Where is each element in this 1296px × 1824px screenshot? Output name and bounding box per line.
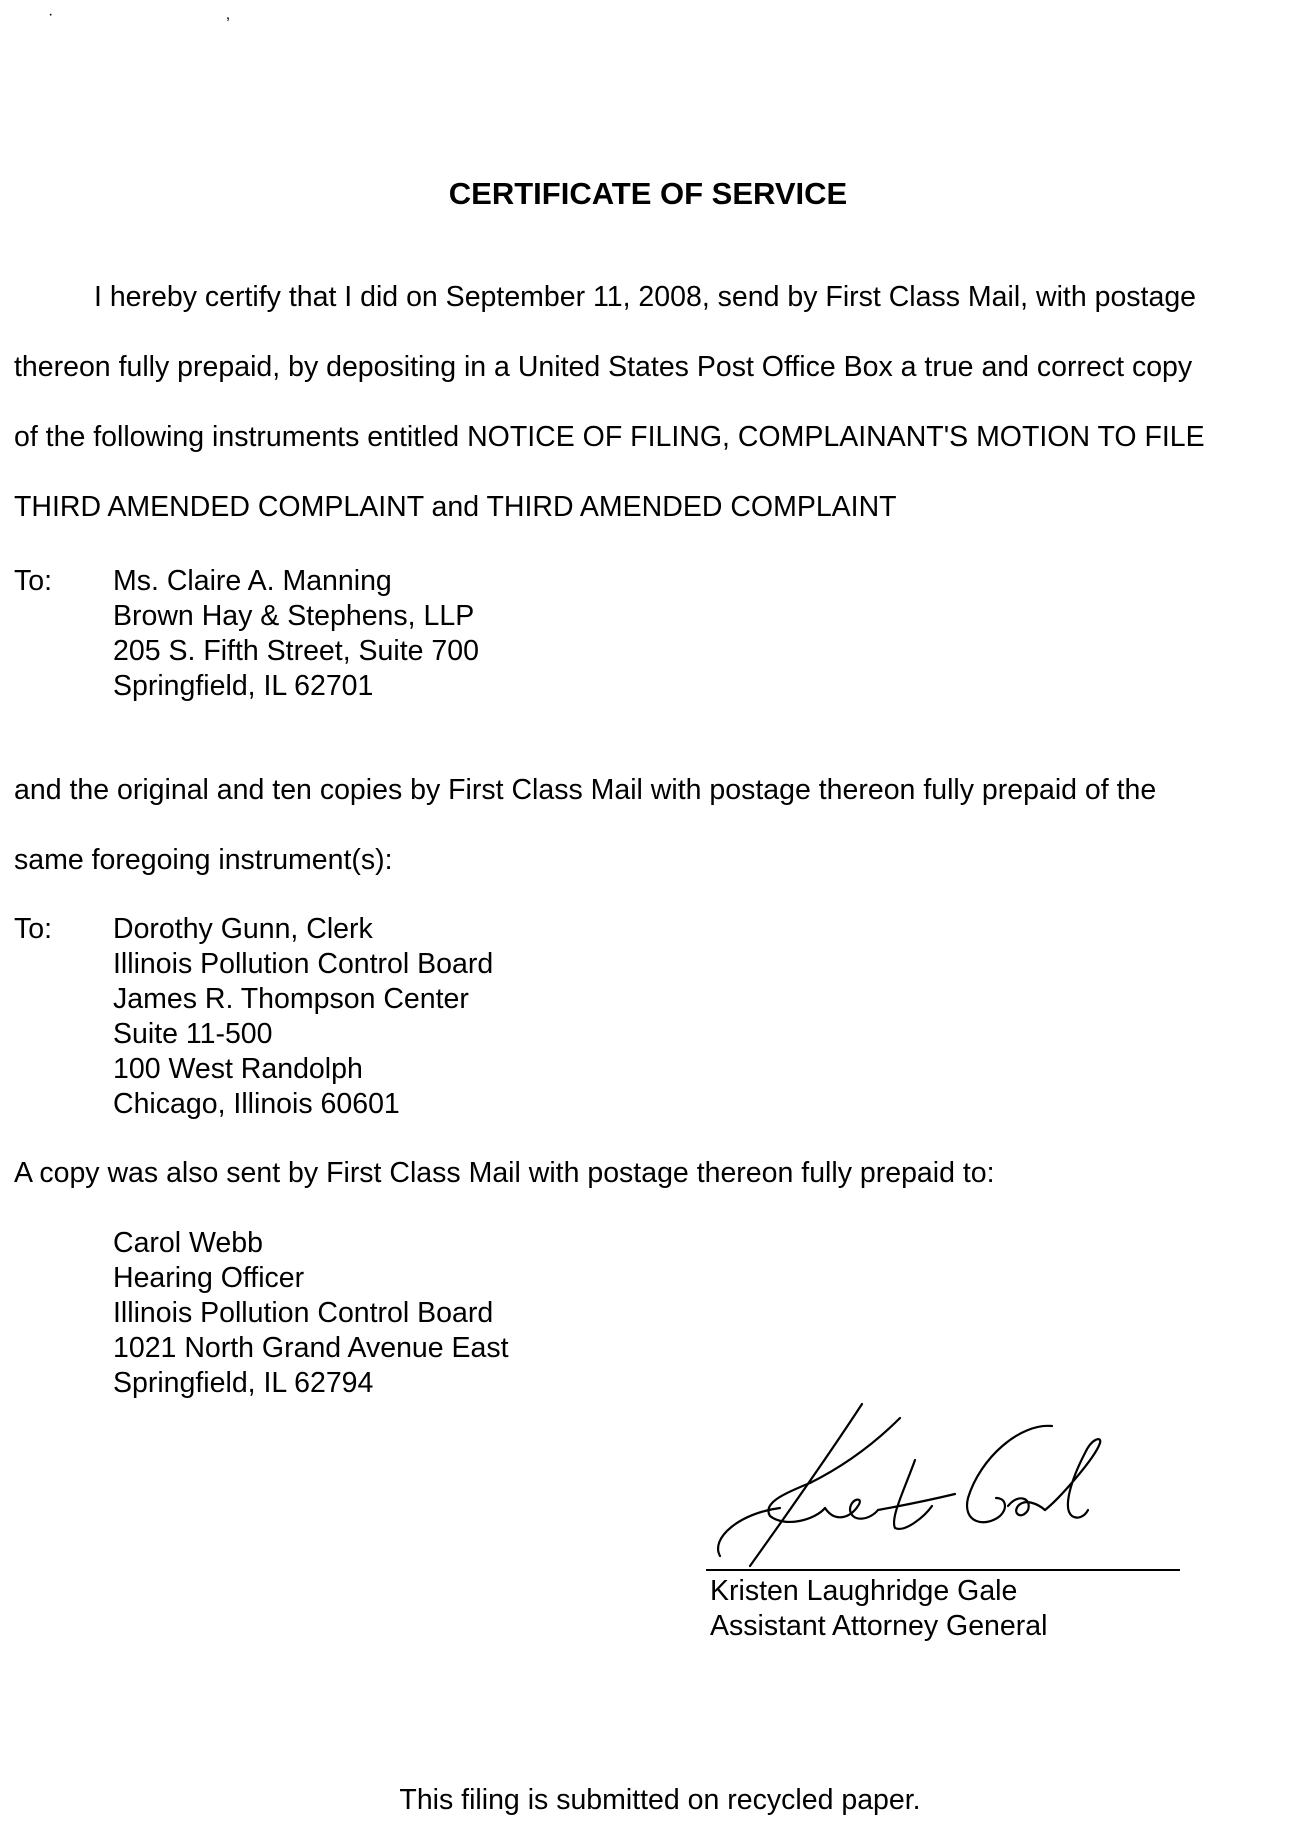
to-label: To: (14, 913, 53, 945)
recycled-paper-footer: This filing is submitted on recycled paper. (399, 1784, 921, 1816)
certification-line: of the following instruments entitled NOTICE OF FILING, COMPLAINANT'S MOTION TO FILE (14, 421, 1205, 453)
certification-paragraph (14, 262, 1284, 542)
address-line: Dorothy Gunn, Clerk (113, 913, 373, 945)
address-line: James R. Thompson Center (113, 983, 469, 1015)
paragraph-line: and the original and ten copies by First Class Mail with postage thereon fully prepaid of the (14, 774, 1157, 806)
signature-line (706, 1569, 1180, 1571)
also-sent-text: A copy was also sent by First Class Mail with postage thereon fully prepaid to: (14, 1157, 995, 1189)
signer-role: Assistant Attorney General (710, 1610, 1048, 1642)
address-line: Carol Webb (113, 1227, 263, 1259)
signer-block (710, 1574, 1047, 1644)
signer-name: Kristen Laughridge Gale (710, 1575, 1018, 1607)
certification-line: I hereby certify that I did on September 11, 2008, send by First Class Mail, with postage (94, 281, 1197, 313)
address-line: Ms. Claire A. Manning (113, 565, 392, 597)
paragraph-line: same foregoing instrument(s): (14, 844, 393, 876)
address-line: Springfield, IL 62701 (113, 670, 374, 702)
certification-line: THIRD AMENDED COMPLAINT and THIRD AMENDED COMPLAINT (14, 491, 897, 523)
address-line: Chicago, Illinois 60601 (113, 1088, 400, 1120)
address-line: Hearing Officer (113, 1262, 305, 1294)
address-line: Illinois Pollution Control Board (113, 1297, 494, 1329)
recipient-address-manning (113, 564, 479, 704)
recipient-address-webb (113, 1226, 509, 1401)
page-title: CERTIFICATE OF SERVICE (448, 176, 848, 211)
address-line: 205 S. Fifth Street, Suite 700 (113, 635, 479, 667)
handwritten-signature (700, 1398, 1180, 1568)
address-line: 100 West Randolph (113, 1053, 363, 1085)
address-line: 1021 North Grand Avenue East (113, 1332, 509, 1364)
address-line: Suite 11-500 (113, 1018, 273, 1050)
address-line: Brown Hay & Stephens, LLP (113, 600, 475, 632)
address-line: Illinois Pollution Control Board (113, 948, 494, 980)
recipient-address-clerk (113, 912, 493, 1122)
scan-specks: · , (48, 6, 315, 23)
original-copies-paragraph (14, 755, 1284, 895)
address-line: Springfield, IL 62794 (113, 1367, 374, 1399)
certification-line: thereon fully prepaid, by depositing in a United States Post Office Box a true and correct copy (14, 351, 1193, 383)
to-label: To: (14, 565, 53, 597)
